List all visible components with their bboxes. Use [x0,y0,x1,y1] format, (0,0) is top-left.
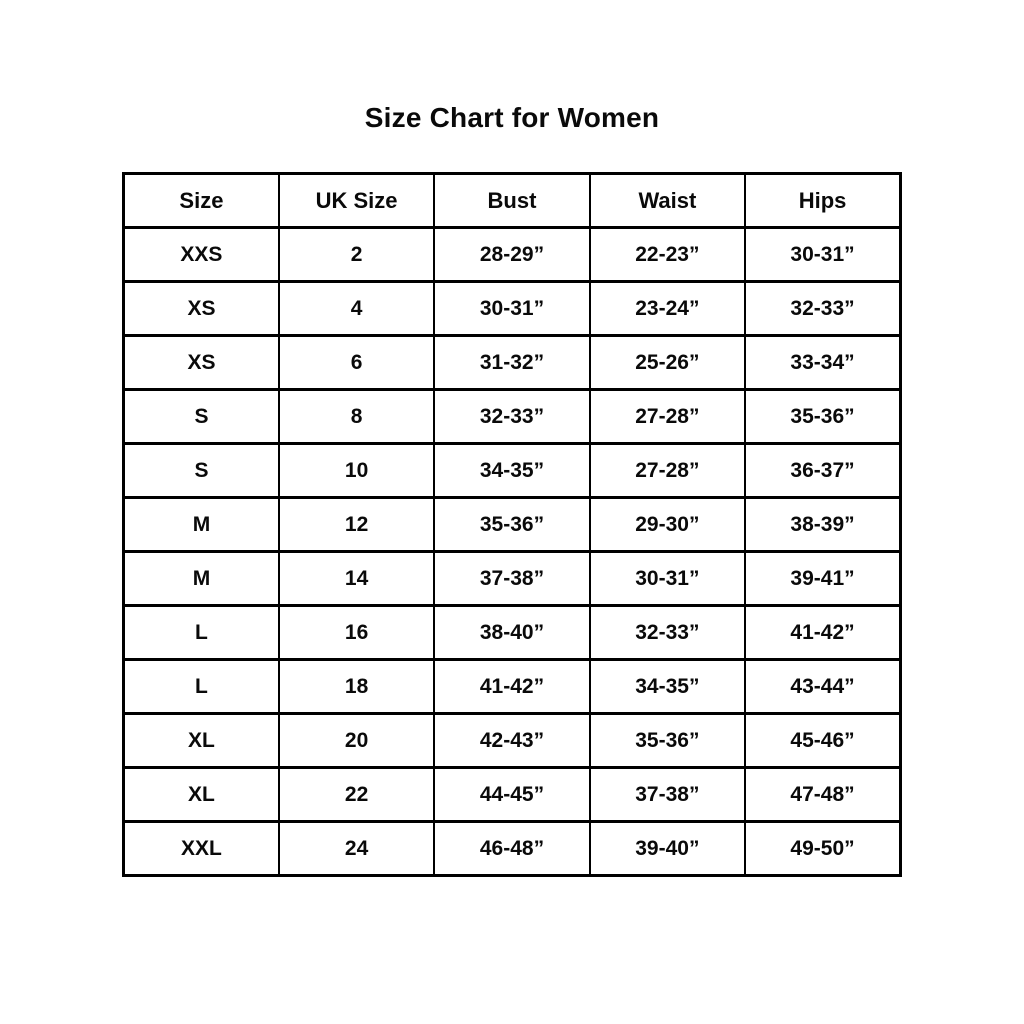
table-cell: 22-23” [590,228,745,282]
table-row [124,228,901,282]
table-row [124,822,901,876]
table-cell: 2 [279,228,434,282]
table-cell: 14 [279,552,434,606]
table-cell: S [124,444,279,498]
table-cell: 42-43” [434,714,589,768]
table-cell: 29-30” [590,498,745,552]
table-header-row [124,174,901,228]
size-chart-table [122,172,902,877]
table-row [124,336,901,390]
table-cell: XL [124,768,279,822]
table-cell: 38-40” [434,606,589,660]
table-row [124,498,901,552]
table-head [124,174,901,228]
table-cell: 43-44” [745,660,900,714]
table-cell: 36-37” [745,444,900,498]
column-header: Size [124,174,279,228]
table-body [124,228,901,876]
table-cell: 30-31” [590,552,745,606]
table-cell: 10 [279,444,434,498]
table-cell: XXL [124,822,279,876]
table-cell: XXS [124,228,279,282]
table-cell: 20 [279,714,434,768]
table-cell: 24 [279,822,434,876]
table-row [124,444,901,498]
table-cell: 41-42” [434,660,589,714]
table-cell: 30-31” [434,282,589,336]
table-cell: 34-35” [590,660,745,714]
table-cell: 32-33” [745,282,900,336]
table-row [124,660,901,714]
table-cell: XS [124,336,279,390]
table-cell: 47-48” [745,768,900,822]
table-cell: 27-28” [590,390,745,444]
table-cell: 6 [279,336,434,390]
table-cell: 12 [279,498,434,552]
table-cell: 22 [279,768,434,822]
table-cell: 34-35” [434,444,589,498]
table-cell: 27-28” [590,444,745,498]
table-cell: 41-42” [745,606,900,660]
table-cell: XS [124,282,279,336]
column-header: UK Size [279,174,434,228]
table-row [124,768,901,822]
table-cell: 4 [279,282,434,336]
table-cell: 45-46” [745,714,900,768]
table-cell: M [124,552,279,606]
table-cell: L [124,606,279,660]
table-row [124,390,901,444]
table-row [124,552,901,606]
table-row [124,714,901,768]
table-row [124,606,901,660]
table-cell: 23-24” [590,282,745,336]
table-cell: 18 [279,660,434,714]
table-cell: 16 [279,606,434,660]
table-cell: 28-29” [434,228,589,282]
table-cell: 39-40” [590,822,745,876]
table-row [124,282,901,336]
table-cell: 38-39” [745,498,900,552]
table-cell: 31-32” [434,336,589,390]
table-cell: S [124,390,279,444]
table-cell: 35-36” [590,714,745,768]
table-cell: 32-33” [590,606,745,660]
table-cell: L [124,660,279,714]
column-header: Hips [745,174,900,228]
table-cell: 49-50” [745,822,900,876]
table-cell: M [124,498,279,552]
table-cell: 44-45” [434,768,589,822]
table-cell: 37-38” [590,768,745,822]
table-cell: XL [124,714,279,768]
table-cell: 8 [279,390,434,444]
table-cell: 46-48” [434,822,589,876]
column-header: Waist [590,174,745,228]
table-cell: 33-34” [745,336,900,390]
table-cell: 35-36” [434,498,589,552]
table-cell: 39-41” [745,552,900,606]
table-cell: 37-38” [434,552,589,606]
table-cell: 30-31” [745,228,900,282]
table-cell: 32-33” [434,390,589,444]
table-cell: 35-36” [745,390,900,444]
column-header: Bust [434,174,589,228]
page-title: Size Chart for Women [364,102,660,133]
table-cell: 25-26” [590,336,745,390]
